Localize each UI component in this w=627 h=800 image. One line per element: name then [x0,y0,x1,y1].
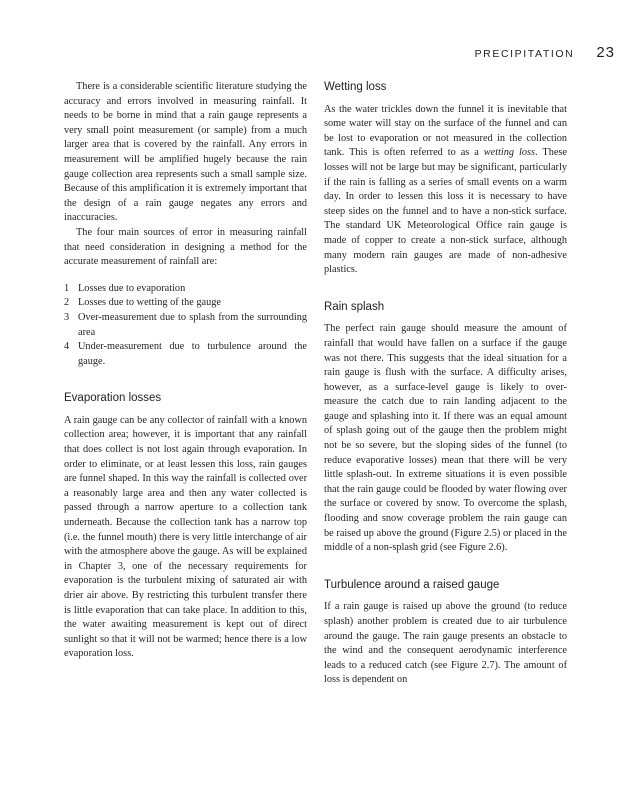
page-number: 23 [596,44,615,61]
list-item-number: 3 [64,311,70,323]
list-item [64,311,307,340]
evaporation-paragraph: A rain gauge can be any collector of rainfall with a known collection area; however, it is important that any rainfall that does collect is not lost again through evaporation. In order to eliminate, or at least lessen this loss, rain gauges are funnel shaped. In this way the rainfall is collected over a reasonably large area and then any water collected is passed through a narrow aperture to a collection tank underneath. Because the collection tank has a narrow top (i.e. the funnel mouth) there is very little interchange of air with the atmosphere above the gauge. As will be explained in Chapter 3, one of the necessary requirements for evaporation is the turbulent mixing of saturated air with drier air above. By restricting this turbulent transfer there is little evaporation that can take place. In addition to this, the water awaiting measurement is kept out of direct sunlight so that it will not be warmed; hence there is a low evaporation loss. [64,414,307,660]
wetting-text-start: As the water trickles down the funnel it is inevitable that some water will stay on the surface of the funnel and can be lost to evaporation or not measured in the collection tank. This is often referred to as a [324,103,567,159]
list-item-number: 1 [64,282,70,294]
wetting-text-end: . These losses will not be large but may be significant, particularly if the rain is falling as a series of small events on a warm day. In order to lessen this loss it is necessary to have steep sides on the funnel and to have a non-stick surface. The standard UK Meteorological Office rain gauge is made of copper to create a non-stick surface, although many modern rain gauges are made of non-adhesive plastics. [324,147,567,276]
splash-paragraph: The perfect rain gauge should measure the amount of rainfall that would have fallen on a surface if the gauge was not there. This suggests that the ideal situation for a rain gauge is flush with the surface. A difficulty arises, however, as a surface-level gauge is likely to over-measure the catch due to rain landing adjacent to the gauge and splashing into it. If there was an equal amount of splash going out of the gauge then the problem might not be so severe, but the sloping sides of the funnel (to reduce evaporative losses) mean that there will be very little splash-out. In extreme situations it is even possible that the rain gauge could be flooded by water flowing over the surface or covered by snow. To overcome the splash, flooding and snow coverage problem the rain gauge can be raised up above the ground (Figure 2.5) or placed in the middle of a non-splash grid (see Figure 2.6). [324,323,567,554]
left-column [64,80,307,662]
section-title: PRECIPITATION [474,48,575,60]
wetting-heading: Wetting loss [324,81,387,93]
list-item-text: Losses due to evaporation [78,282,186,294]
wetting-paragraph [324,103,567,278]
list-item [64,296,307,311]
intro-paragraph: There is a considerable scientific literature studying the accuracy and errors involved in measuring rainfall. It needs to be borne in mind that a rain gauge represents a very small point measurement (or sample) from a much larger area that is covered by the rainfall. Any errors in measurement will be amplified hugely because the rain gauge collection area represents such a small sample size. Because of this amplification it is extremely important that the design of a rain gauge negates any errors and inaccuracies. [64,81,307,224]
right-column [324,80,567,688]
error-sources-list [64,282,307,370]
list-item [64,282,307,297]
splash-heading: Rain splash [324,300,385,313]
turbulence-heading: Turbulence around a raised gauge [324,578,500,591]
list-item-text: Losses due to wetting of the gauge [78,297,221,309]
list-item-number: 2 [64,297,70,309]
list-item-text: Over-measurement due to splash from the surrounding area [78,311,307,338]
turbulence-paragraph: If a rain gauge is raised up above the ground (to reduce splash) another problem is created due to air turbulence around the gauge. The rain gauge presents an obstacle to the wind and the consequent aerodynamic interference leads to a reduced catch (see Figure 2.7). The amount of loss is dependent on [324,601,567,686]
running-head [475,44,615,61]
list-item-text: Under-measurement due to turbulence around the gauge. [78,341,307,367]
list-item [64,340,307,369]
intro-paragraph-2: The four main sources of error in measuring rainfall that need consideration in designing a method for the accurate measurement of rainfall are: [64,226,307,268]
wetting-loss-term: wetting loss [483,147,536,159]
evaporation-heading: Evaporation losses [64,392,162,405]
list-item-number: 4 [64,341,70,353]
